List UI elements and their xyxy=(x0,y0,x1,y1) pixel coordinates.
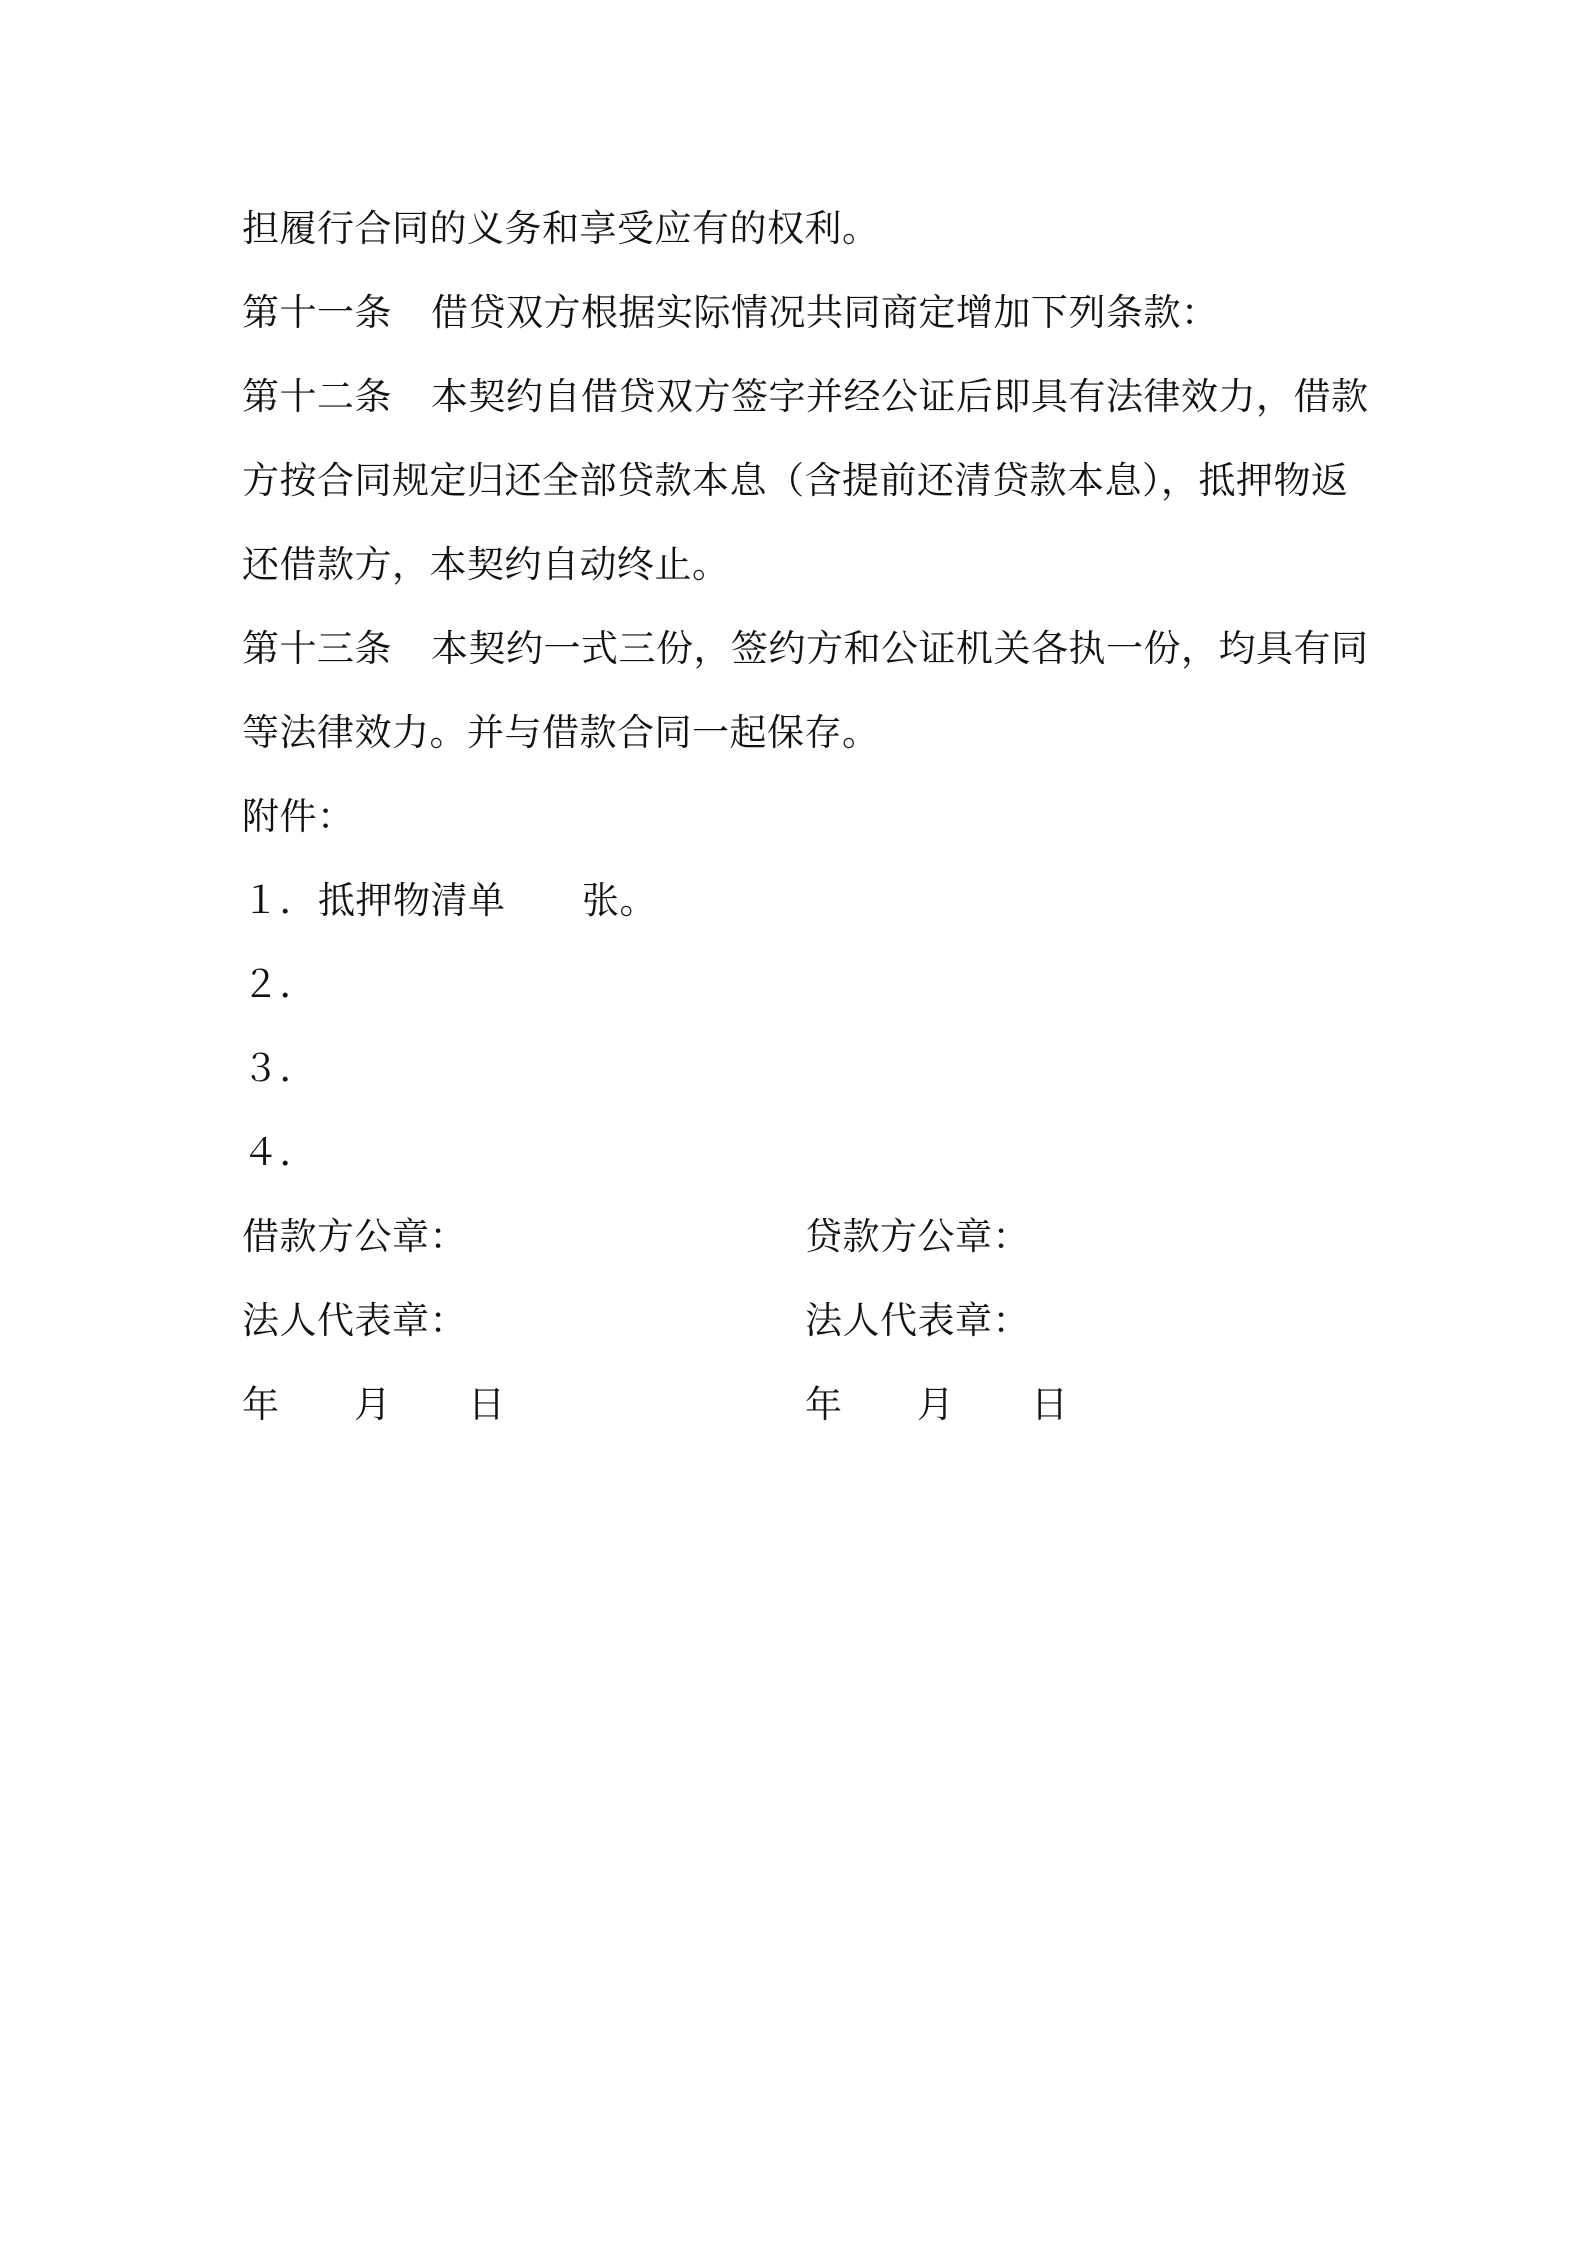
attachment-text: 抵押物清单 xyxy=(318,879,506,922)
attachment-number: ２． xyxy=(242,963,317,1006)
attachments-heading-text: 附件： xyxy=(242,795,355,838)
borrower-date-month: 月 xyxy=(354,1383,392,1426)
borrower-seal-label: 借款方公章： xyxy=(242,1215,467,1258)
article-text: 本契约自借贷双方签字并经公证后即具有法律效力，借款 xyxy=(431,375,1369,418)
article-label: 第十二条 xyxy=(242,375,392,418)
paragraph-line xyxy=(242,459,1349,502)
paragraph-line xyxy=(242,207,880,250)
paragraph-line xyxy=(242,711,880,754)
article-label: 第十一条 xyxy=(242,291,392,334)
lender-date-day: 日 xyxy=(1031,1383,1069,1426)
attachment-number: ４． xyxy=(242,1131,317,1174)
borrower-rep-label: 法人代表章： xyxy=(242,1299,467,1342)
contract-text: 担履行合同的义务和享受应有的权利。 xyxy=(242,207,880,250)
article-text: 等法律效力。并与借款合同一起保存。 xyxy=(242,711,880,754)
lender-seal-label: 贷款方公章： xyxy=(805,1215,1030,1258)
article-text: 还借款方，本契约自动终止。 xyxy=(242,543,730,586)
lender-rep-label: 法人代表章： xyxy=(805,1299,1030,1342)
article-text: 借贷双方根据实际情况共同商定增加下列条款： xyxy=(431,291,1219,334)
article-text: 方按合同规定归还全部贷款本息（含提前还清贷款本息），抵押物返 xyxy=(242,459,1349,502)
paragraph-line xyxy=(242,543,730,586)
attachment-unit: 张。 xyxy=(582,879,657,922)
attachments-heading xyxy=(242,795,355,838)
attachment-number: １． xyxy=(242,879,317,922)
borrower-date-day: 日 xyxy=(468,1383,506,1426)
lender-date-year: 年 xyxy=(805,1383,843,1426)
article-text: 本契约一式三份，签约方和公证机关各执一份，均具有同 xyxy=(431,627,1369,670)
lender-date-month: 月 xyxy=(917,1383,955,1426)
attachment-number: ３． xyxy=(242,1047,317,1090)
borrower-date-year: 年 xyxy=(242,1383,280,1426)
article-label: 第十三条 xyxy=(242,627,392,670)
